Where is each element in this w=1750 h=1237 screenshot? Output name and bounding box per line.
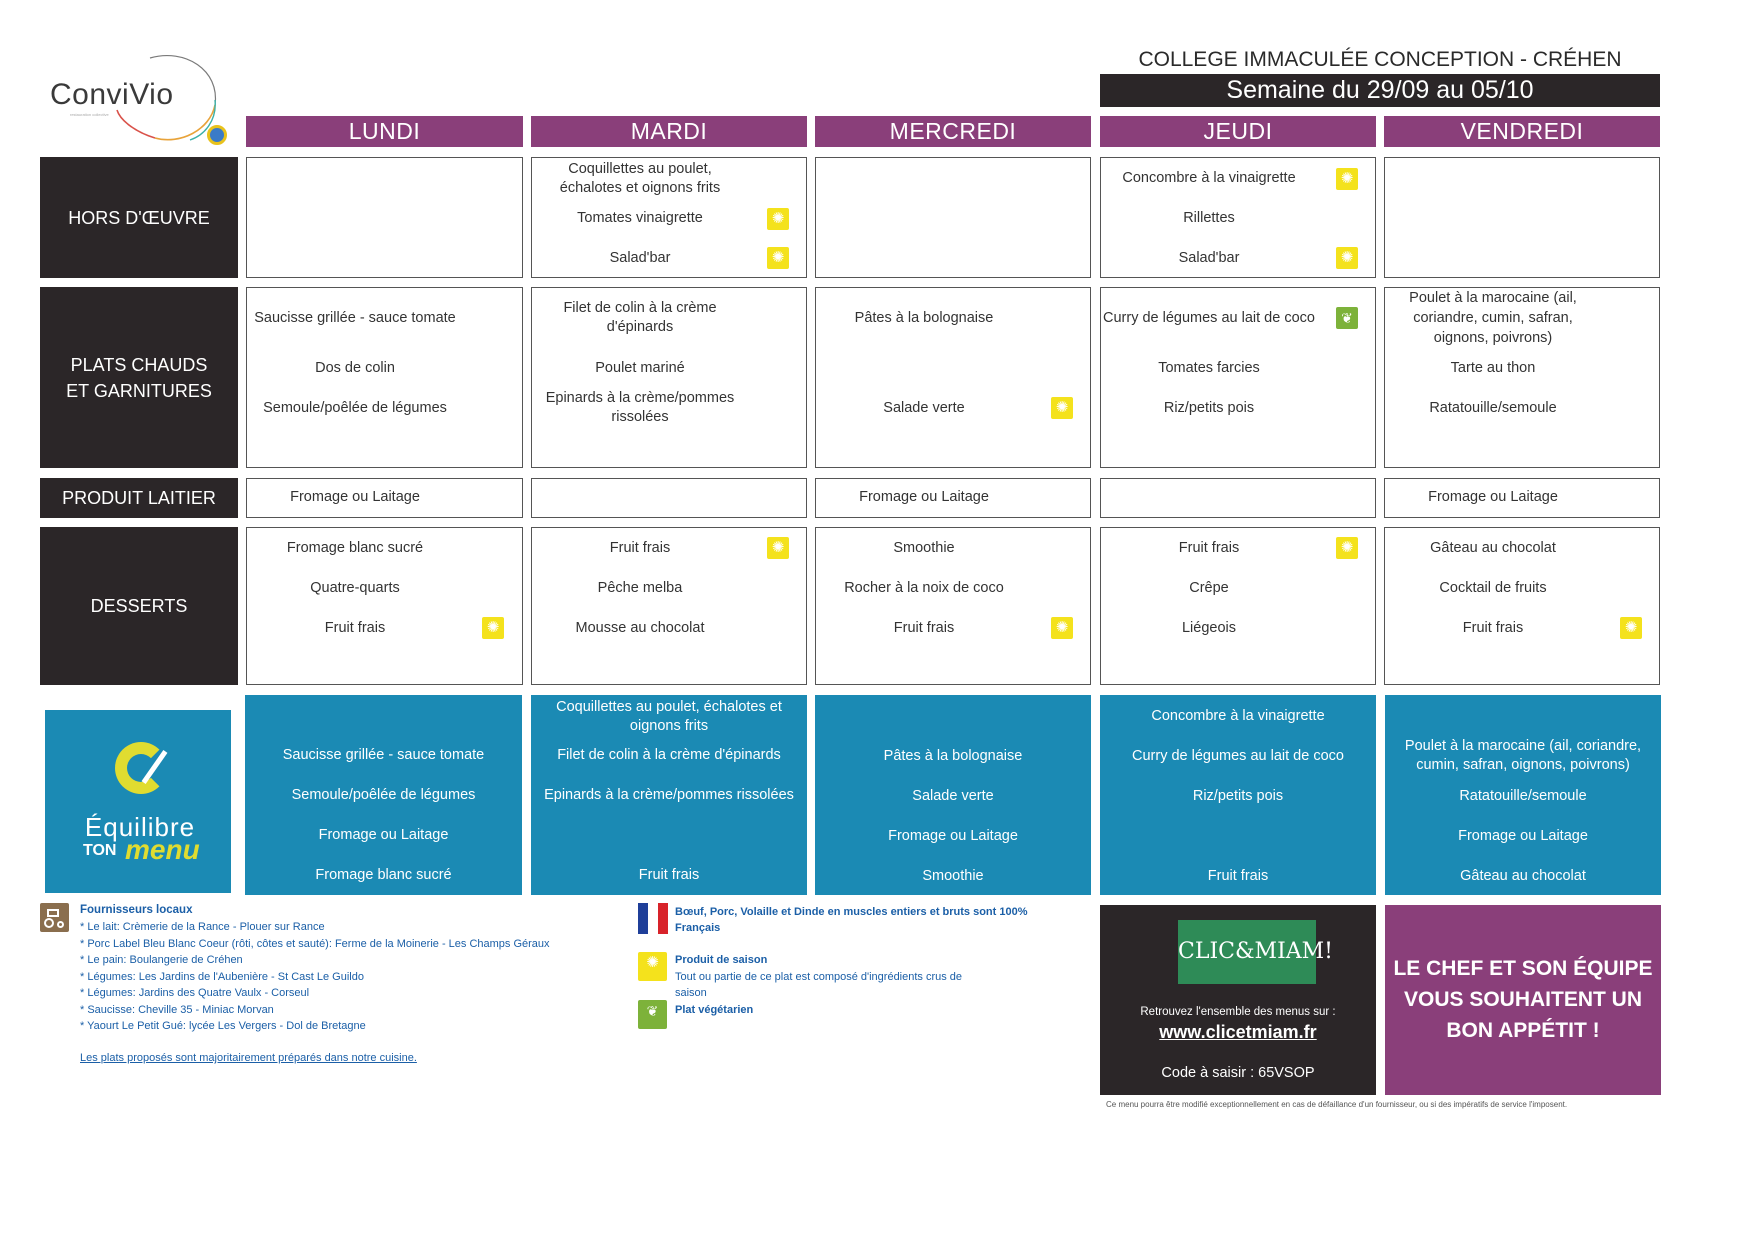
- equilibre-item: Fromage blanc sucré: [315, 867, 452, 883]
- chef-message-line: VOUS SOUHAITENT UN: [1403, 988, 1642, 1011]
- row-label-text: PRODUIT LAITIER: [62, 488, 216, 508]
- menu-item: Fruit frais: [1178, 540, 1240, 556]
- row-label-plats: [40, 287, 238, 468]
- cell-plats-lundi: [246, 287, 523, 468]
- menu-item: Fromage ou Laitage: [290, 489, 420, 505]
- sun-icon: [1336, 537, 1358, 559]
- sun-icon: [1051, 397, 1073, 419]
- menu-item: Ratatouille/semoule: [1429, 400, 1557, 416]
- logo-tagline: restauration collective: [70, 112, 109, 117]
- french-flag-icon: [638, 903, 668, 934]
- supplier-line: * Yaourt Le Petit Gué: lycée Les Vergers - Dol de Bretagne: [80, 1020, 366, 1032]
- equilibre-jeudi: [1100, 695, 1376, 895]
- menu-item: Concombre à la vinaigrette: [1122, 170, 1296, 186]
- supplier-line: * Le lait: Crèmerie de la Rance - Plouer sur Rance: [80, 921, 325, 933]
- suppliers-title: Fournisseurs locaux: [80, 904, 193, 916]
- equilibre-item: Fruit frais: [1207, 868, 1269, 884]
- equilibre-mercredi: [815, 695, 1091, 895]
- cell-plats-jeudi: [1100, 287, 1376, 468]
- tractor-icon: [40, 903, 69, 932]
- menu-item: Pêche melba: [597, 580, 683, 596]
- supplier-line: * Porc Label Bleu Blanc Coeur (rôti, côtes et sauté): Ferme de la Moinerie - Les Champs Géraux: [80, 937, 550, 950]
- equilibre-item: Gâteau au chocolat: [1460, 868, 1586, 884]
- sun-icon: [1336, 168, 1358, 190]
- menu-item: Epinards à la crème/pommes: [545, 390, 735, 406]
- equilibre-item: Filet de colin à la crème d'épinards: [557, 747, 781, 763]
- equilibre-item: Concombre à la vinaigrette: [1151, 708, 1325, 724]
- season-legend-icon: [638, 952, 667, 981]
- supplier-line: * Saucisse: Cheville 35 - Miniac Morvan: [80, 1003, 274, 1016]
- equilibre-item: Semoule/poêlée de légumes: [291, 787, 476, 803]
- cell-laitier-mercredi: [815, 478, 1091, 518]
- sun-icon: [1336, 247, 1358, 269]
- equilibre-item: oignons frits: [629, 718, 709, 734]
- menu-item: Crêpe: [1189, 580, 1229, 596]
- menu-item: Poulet à la marocaine (ail,: [1409, 290, 1577, 306]
- supplier-line: * Légumes: Jardins des Quatre Vaulx - Corseul: [80, 987, 310, 999]
- equilibre-item: cumin, safran, oignons, poivrons): [1416, 757, 1630, 773]
- equilibre-logo-panel: [45, 710, 231, 893]
- menu-item: Dos de colin: [315, 360, 395, 376]
- menu-item: Tarte au thon: [1450, 360, 1536, 376]
- cell-hors-mercredi: [815, 157, 1091, 278]
- suppliers-list: [80, 919, 550, 1035]
- day-header-mercredi: MERCREDI: [815, 116, 1091, 147]
- menu-item: échalotes et oignons frits: [559, 180, 721, 196]
- menu-item: Fromage ou Laitage: [859, 489, 989, 505]
- sun-icon: [767, 208, 789, 230]
- french-origin-text: Bœuf, Porc, Volaille et Dinde en muscles entiers et bruts sont 100%: [675, 906, 1028, 918]
- equilibre-brand: Équilibre: [84, 812, 196, 842]
- equilibre-item: Riz/petits pois: [1192, 788, 1284, 804]
- menu-item: Cocktail de fruits: [1439, 580, 1547, 596]
- equilibre-item: Poulet à la marocaine (ail, coriandre,: [1404, 738, 1642, 754]
- cell-laitier-jeudi: [1100, 478, 1376, 518]
- day-header-jeudi: JEUDI: [1100, 116, 1376, 147]
- cell-desserts-lundi: [246, 527, 523, 685]
- menu-item: Salad'bar: [1178, 250, 1240, 266]
- equilibre-item: Smoothie: [922, 868, 984, 884]
- cell-hors-jeudi: [1100, 157, 1376, 278]
- cell-hors-lundi: [246, 157, 523, 278]
- award-badge-icon: [207, 125, 227, 145]
- clicetmiam-url[interactable]: www.clicetmiam.fr: [1159, 1022, 1317, 1042]
- row-label-text: DESSERTS: [90, 596, 188, 616]
- menu-item: d'épinards: [606, 319, 674, 335]
- equilibre-item: Salade verte: [912, 788, 994, 804]
- cell-hors-vendredi: [1384, 157, 1660, 278]
- equilibre-item: Fromage ou Laitage: [1458, 828, 1588, 844]
- menu-item: rissolées: [611, 409, 669, 425]
- row-label-laitier: [40, 478, 238, 518]
- menu-item: Filet de colin à la crème: [563, 300, 717, 316]
- week-banner: Semaine du 29/09 au 05/10: [1100, 74, 1660, 107]
- equilibre-mardi: [531, 695, 807, 895]
- kitchen-note-link[interactable]: Les plats proposés sont majoritairement préparés dans notre cuisine.: [80, 1052, 417, 1064]
- cell-laitier-lundi: [246, 478, 523, 518]
- menu-item: Smoothie: [893, 540, 955, 556]
- menu-item: oignons, poivrons): [1433, 330, 1553, 346]
- cell-laitier-vendredi: [1384, 478, 1660, 518]
- equilibre-item: Fromage ou Laitage: [318, 827, 449, 843]
- menu-item: Liégeois: [1181, 620, 1236, 636]
- menu-item: Tomates vinaigrette: [577, 210, 703, 226]
- menu-item: Quatre-quarts: [310, 580, 400, 596]
- equilibre-brand-ton: TON: [83, 842, 117, 859]
- equilibre-item: Curry de légumes au lait de coco: [1132, 748, 1344, 764]
- menu-item: Fruit frais: [1462, 620, 1524, 636]
- row-label-hors-doeuvre: [40, 157, 238, 278]
- season-description: Tout ou partie de ce plat est composé d'ingrédients crus de: [675, 971, 963, 983]
- equilibre-brand-menu: menu: [125, 834, 200, 865]
- menu-item: Rillettes: [1183, 210, 1235, 226]
- menu-item: Fromage ou Laitage: [1428, 489, 1558, 505]
- clicetmiam-panel: [1100, 905, 1376, 1095]
- promo-code: Code à saisir : 65VSOP: [1161, 1065, 1315, 1081]
- menu-item: Rocher à la noix de coco: [844, 580, 1004, 596]
- cell-desserts-mercredi: [815, 527, 1091, 685]
- sun-icon: [1620, 617, 1642, 639]
- menu-item: coriandre, cumin, safran,: [1413, 310, 1573, 326]
- supplier-line: * Le pain: Boulangerie de Créhen: [80, 954, 243, 966]
- sun-icon: [767, 247, 789, 269]
- logo-brand: ConviVio: [50, 78, 174, 111]
- equilibre-circle-icon: [115, 742, 167, 794]
- menu-item: Tomates farcies: [1158, 360, 1260, 376]
- row-label-text: PLATS CHAUDS: [70, 354, 208, 375]
- menu-item: Fruit frais: [609, 540, 671, 556]
- menu-item: Riz/petits pois: [1163, 400, 1255, 416]
- cell-laitier-mardi: [531, 478, 807, 518]
- menu-item: Curry de légumes au lait de coco: [1103, 310, 1315, 326]
- equilibre-item: Saucisse grillée - sauce tomate: [282, 747, 485, 763]
- sun-icon: [767, 537, 789, 559]
- vegetarian-icon: [1336, 307, 1358, 329]
- clicetmiam-logo: CLIC&MIAM!: [1178, 920, 1316, 984]
- menu-item: Mousse au chocolat: [575, 620, 705, 636]
- menu-item: Saucisse grillée - sauce tomate: [254, 310, 456, 326]
- equilibre-item: Coquillettes au poulet, échalotes et: [556, 699, 782, 715]
- french-origin-text-2: Français: [675, 922, 721, 934]
- menu-item: Salade verte: [883, 400, 965, 416]
- convivio-logo: [40, 50, 200, 145]
- menu-item: Fromage blanc sucré: [286, 540, 424, 556]
- cell-plats-mardi: [531, 287, 807, 468]
- menu-item: Poulet mariné: [595, 360, 685, 376]
- sun-icon: [1051, 617, 1073, 639]
- equilibre-item: Pâtes à la bolognaise: [883, 748, 1023, 764]
- cell-desserts-mardi: [531, 527, 807, 685]
- menu-item: Fruit frais: [324, 620, 386, 636]
- menu-item: Pâtes à la bolognaise: [854, 310, 994, 326]
- sun-icon: [482, 617, 504, 639]
- row-label-desserts: [40, 527, 238, 685]
- cell-plats-vendredi: [1384, 287, 1660, 468]
- promo-text: Retrouvez l'ensemble des menus sur :: [1140, 1006, 1336, 1018]
- vegetarian-legend-icon: [638, 1000, 667, 1029]
- row-label-text: ET GARNITURES: [66, 380, 212, 401]
- equilibre-item: Fruit frais: [638, 867, 700, 883]
- equilibre-item: Ratatouille/semoule: [1459, 788, 1587, 804]
- cell-desserts-vendredi: [1384, 527, 1660, 685]
- equilibre-item: Fromage ou Laitage: [888, 828, 1018, 844]
- chef-message-line: LE CHEF ET SON ÉQUIPE: [1393, 957, 1653, 980]
- menu-item: Gâteau au chocolat: [1430, 540, 1556, 556]
- menu-item: Semoule/poêlée de légumes: [263, 400, 447, 416]
- equilibre-lundi: [245, 695, 522, 895]
- equilibre-vendredi: [1385, 695, 1661, 895]
- menu-item: Salad'bar: [609, 250, 671, 266]
- school-name: COLLEGE IMMACULÉE CONCEPTION - CRÉHEN: [1138, 48, 1622, 71]
- menu-item: Fruit frais: [893, 620, 955, 636]
- season-title: Produit de saison: [675, 954, 768, 966]
- season-description-2: saison: [675, 987, 707, 999]
- supplier-line: * Légumes: Les Jardins de l'Aubenière - St Cast Le Guildo: [80, 970, 364, 983]
- day-header-lundi: LUNDI: [246, 116, 523, 147]
- disclaimer: Ce menu pourra être modifié exceptionnellement en cas de défaillance d'un fournisseur, ou si des impératifs de service l'imposent.: [1106, 1100, 1568, 1109]
- row-label-text: HORS D'ŒUVRE: [68, 207, 210, 228]
- cell-hors-mardi: [531, 157, 807, 278]
- chef-message-line: BON APPÉTIT !: [1446, 1019, 1600, 1042]
- menu-item: Coquillettes au poulet,: [568, 161, 712, 177]
- cell-desserts-jeudi: [1100, 527, 1376, 685]
- day-header-vendredi: VENDREDI: [1384, 116, 1660, 147]
- chef-message-panel: [1385, 905, 1661, 1095]
- equilibre-item: Epinards à la crème/pommes rissolées: [544, 787, 794, 803]
- cell-plats-mercredi: [815, 287, 1091, 468]
- day-header-mardi: MARDI: [531, 116, 807, 147]
- vegetarian-title: Plat végétarien: [675, 1004, 754, 1016]
